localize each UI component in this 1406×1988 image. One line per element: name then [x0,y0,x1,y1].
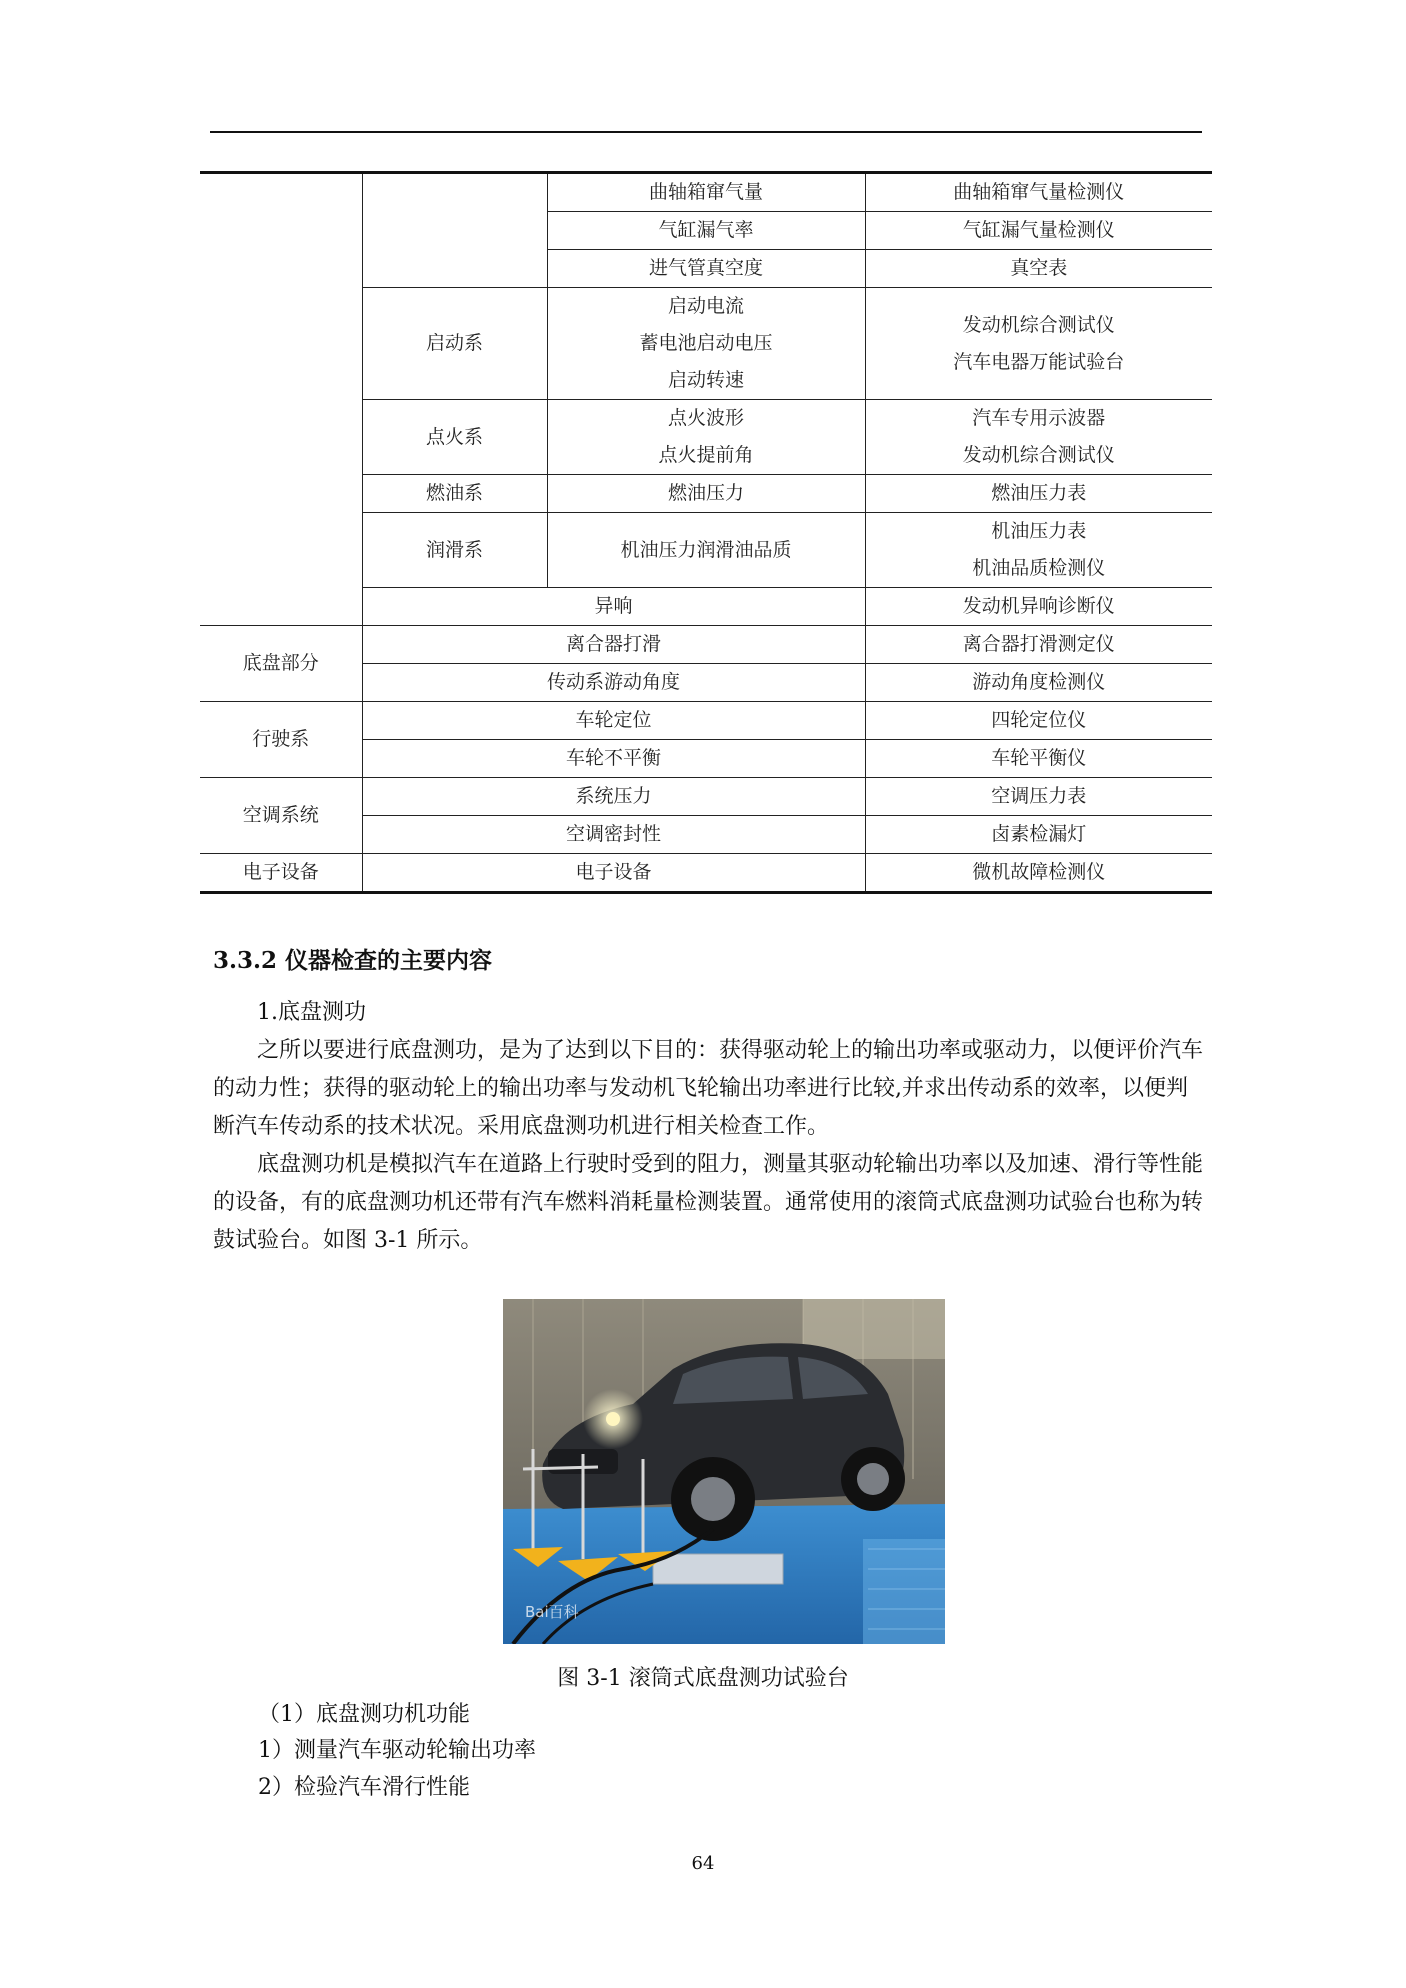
table-cell: 空调密封性 [362,816,865,854]
table-cell: 空调系统 [200,778,362,854]
page-number: 64 [691,1853,715,1874]
table-row [200,854,1212,893]
table-cell [547,400,865,475]
chassis-dynamometer-photo [503,1299,945,1644]
cell-line: 汽车电器万能试验台 [953,350,1125,373]
table-cell: 游动角度检测仪 [865,664,1212,702]
cell-line: 机油压力表 [991,520,1087,542]
table-cell: 系统压力 [362,778,865,816]
table-cell: 车轮平衡仪 [865,740,1212,778]
paragraph-text: 底盘测功机是模拟汽车在道路上行驶时受到的阻力，测量其驱动轮输出功率以及加速、滑行等性能的设备，有的底盘测功机还带有汽车燃料消耗量检测装置。通常使用的滚筒式底盘测功试验台也称为转鼓试验台。如图 3-1 所示。 [213,1152,1204,1253]
list-item: 1）测量汽车驱动轮输出功率 [258,1738,536,1763]
table-cell: 燃油系 [362,475,547,513]
table-cell: 微机故障检测仪 [865,854,1212,893]
table-cell: 润滑系 [362,513,547,588]
table-cell: 底盘部分 [200,626,362,702]
table-cell: 车轮不平衡 [362,740,865,778]
table-cell: 燃油压力表 [865,475,1212,513]
table-row [200,626,1212,664]
table-cell: 进气管真空度 [547,250,865,288]
table-cell: 气缸漏气率 [547,212,865,250]
paragraph [213,1146,1203,1260]
header-rule [210,131,1202,133]
table-cell: 气缸漏气量检测仪 [865,212,1212,250]
table-cell [865,400,1212,475]
table-cell [200,173,362,626]
list-heading: （1）底盘测功机功能 [258,1702,470,1727]
table-cell: 真空表 [865,250,1212,288]
figure-caption: 图 3-1 滚筒式底盘测功试验台 [557,1666,849,1691]
table-cell [362,173,547,288]
table-cell [865,288,1212,400]
cell-line: 启动转速 [667,369,744,391]
cell-line: 点火波形 [667,407,744,429]
paragraph-text: 之所以要进行底盘测功，是为了达到以下目的：获得驱动轮上的输出功率或驱动力，以便评价汽车的动力性；获得的驱动轮上的输出功率与发动机飞轮输出功率进行比较,并求出传动系的效率，以便判断汽车传动系的技术状况。采用底盘测功机进行相关检查工作。 [213,1038,1204,1139]
table-cell: 空调压力表 [865,778,1212,816]
table-cell: 启动系 [362,288,547,400]
table-cell: 异响 [362,588,865,626]
cell-line: 机油品质检测仪 [972,557,1106,579]
paragraph [213,1032,1203,1146]
table-cell: 机油压力润滑油品质 [547,513,865,588]
list-item: 2）检验汽车滑行性能 [258,1775,470,1800]
table-cell: 点火系 [362,400,547,475]
table-cell: 曲轴箱窜气量检测仪 [865,173,1212,212]
table-cell: 电子设备 [200,854,362,893]
table-cell: 发动机异响诊断仪 [865,588,1212,626]
cell-line: 发动机综合测试仪 [962,313,1115,336]
table-cell: 传动系游动角度 [362,664,865,702]
table-cell [865,513,1212,588]
subheading [213,994,1203,1032]
cell-line: 点火提前角 [658,444,754,466]
table-cell: 四轮定位仪 [865,702,1212,740]
table-row [200,702,1212,740]
table-cell: 燃油压力 [547,475,865,513]
table-cell: 离合器打滑测定仪 [865,626,1212,664]
cell-line: 发动机综合测试仪 [962,444,1115,466]
cell-line: 汽车专用示波器 [972,407,1106,429]
table-cell: 卤素检漏灯 [865,816,1212,854]
table-cell: 车轮定位 [362,702,865,740]
cell-line: 蓄电池启动电压 [639,332,773,354]
table-cell [547,288,865,400]
subheading-text: 1.底盘测功 [257,1000,366,1025]
table-row [200,778,1212,816]
inspection-table [200,171,1212,894]
table-cell: 离合器打滑 [362,626,865,664]
table-cell: 曲轴箱窜气量 [547,173,865,212]
cell-line: 启动电流 [667,295,744,317]
table-row [200,173,1212,212]
section-heading: 3.3.2 仪器检查的主要内容 [213,947,493,974]
photo-watermark: Bai百科 [525,1603,579,1621]
table-cell: 电子设备 [362,854,865,893]
table-cell: 行驶系 [200,702,362,778]
